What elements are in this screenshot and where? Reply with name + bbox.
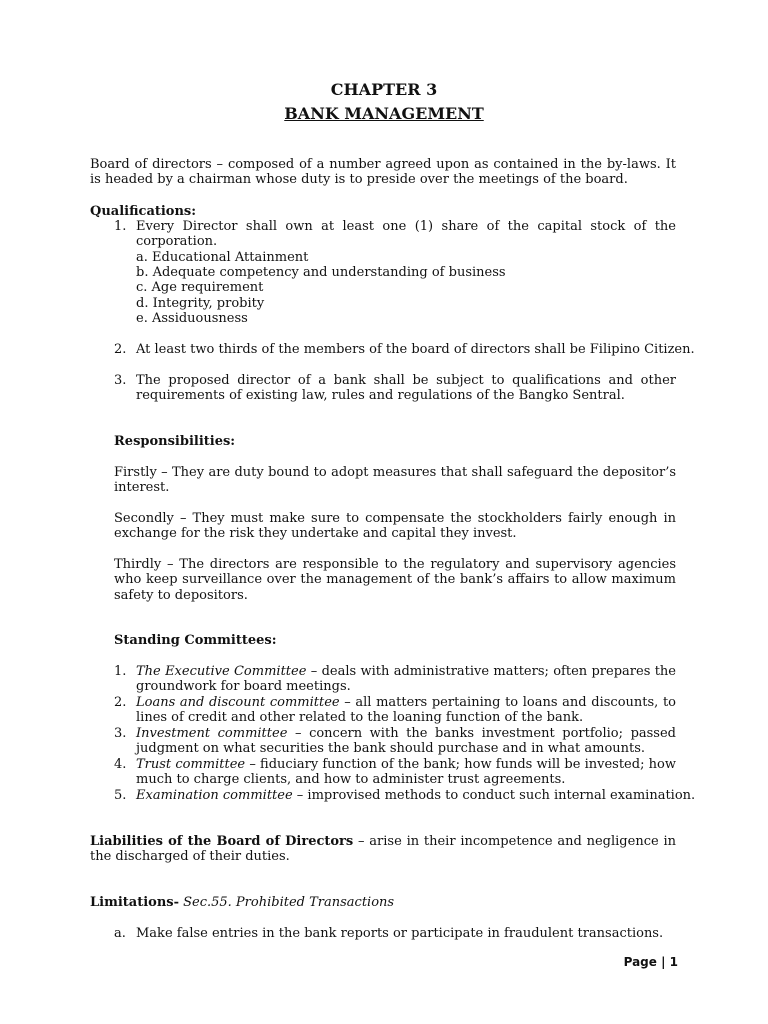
committee-name: Investment committee (136, 726, 288, 741)
list-letter: a. (114, 926, 126, 941)
committee-name: The Executive Committee (136, 664, 307, 679)
committee-item (136, 726, 676, 757)
committee-description: – all matters pertaining to loans and discounts, to lines of credit and other related to the loaning function of the bank. (136, 695, 676, 726)
qualification-item: Every Director shall own at least one (1) share of the capital stock of the corporation. (136, 219, 676, 250)
liabilities-label: Liabilities of the Board of Directors (90, 834, 354, 849)
responsibilities-heading: Responsibilities: (114, 434, 236, 449)
qualification-subitem: e. Assiduousness (136, 311, 248, 326)
list-number: 4. (114, 757, 127, 772)
limitations-reference: Sec.55. Prohibited Transactions (178, 895, 395, 910)
committee-item (136, 664, 676, 695)
list-number: 5. (114, 788, 127, 803)
committee-name: Examination committee (136, 788, 293, 803)
limitations-heading (90, 895, 394, 910)
page-number: 1 (669, 955, 678, 969)
responsibility-paragraph: Thirdly – The directors are responsible to the regulatory and supervisory agencies who keep surveillance over the management of the bank’s affairs to allow maximum safety to depositors. (114, 557, 676, 603)
chapter-heading: CHAPTER 3 (330, 80, 438, 99)
list-number: 2. (114, 695, 127, 710)
committee-name: Loans and discount committee (136, 695, 340, 710)
qualification-subitem: b. Adequate competency and understanding of business (136, 265, 506, 280)
page-number-footer (624, 955, 678, 970)
responsibility-paragraph: Firstly – They are duty bound to adopt measures that shall safeguard the depositor’s interest. (114, 465, 676, 496)
list-number: 2. (114, 342, 127, 357)
page-title-text: BANK MANAGEMENT (284, 104, 484, 123)
committee-description: – improvised methods to conduct such internal examination. (292, 788, 696, 803)
responsibility-paragraph: Secondly – They must make sure to compensate the stockholders fairly enough in exchange for the risk they undertake and capital they invest. (114, 511, 676, 542)
qualification-item: The proposed director of a bank shall be subject to qualifications and other requirements of existing law, rules and regulations of the Bangko Sentral. (136, 373, 676, 404)
committee-item (136, 695, 676, 726)
committee-description: – fiduciary function of the bank; how funds will be invested; how much to charge clients, and how to administer trust agreements. (136, 757, 676, 788)
committee-item (136, 757, 676, 788)
page-label: Page | (623, 955, 670, 969)
qualification-subitem: a. Educational Attainment (136, 250, 309, 265)
limitations-label: Limitations- (90, 895, 179, 910)
qualification-subitem: c. Age requirement (136, 280, 264, 295)
qualifications-heading: Qualifications: (90, 204, 197, 219)
committees-heading: Standing Committees: (114, 633, 277, 648)
list-number: 3. (114, 373, 127, 388)
committee-description: – deals with administrative matters; often prepares the groundwork for board meetings. (136, 664, 676, 695)
committee-name: Trust committee (136, 757, 246, 772)
limitation-item: Make false entries in the bank reports or participate in fraudulent transactions. (136, 926, 664, 941)
committee-description: – concern with the banks investment portfolio; passed judgment on what securities the bank should purchase and in what amounts. (136, 726, 676, 757)
qualification-item: At least two thirds of the members of the board of directors shall be Filipino Citizen. (136, 342, 695, 357)
liabilities-paragraph (90, 834, 676, 865)
intro-paragraph: Board of directors – composed of a number agreed upon as contained in the by-laws. It is headed by a chairman whose duty is to preside over the meetings of the board. (90, 157, 676, 188)
list-number: 3. (114, 726, 127, 741)
qualification-subitem: d. Integrity, probity (136, 296, 265, 311)
list-number: 1. (114, 664, 127, 679)
liabilities-text: – arise in their incompetence and negligence in the discharged of their duties. (90, 834, 676, 865)
page-title (0, 104, 768, 124)
list-number: 1. (114, 219, 127, 234)
committee-item (136, 788, 696, 803)
